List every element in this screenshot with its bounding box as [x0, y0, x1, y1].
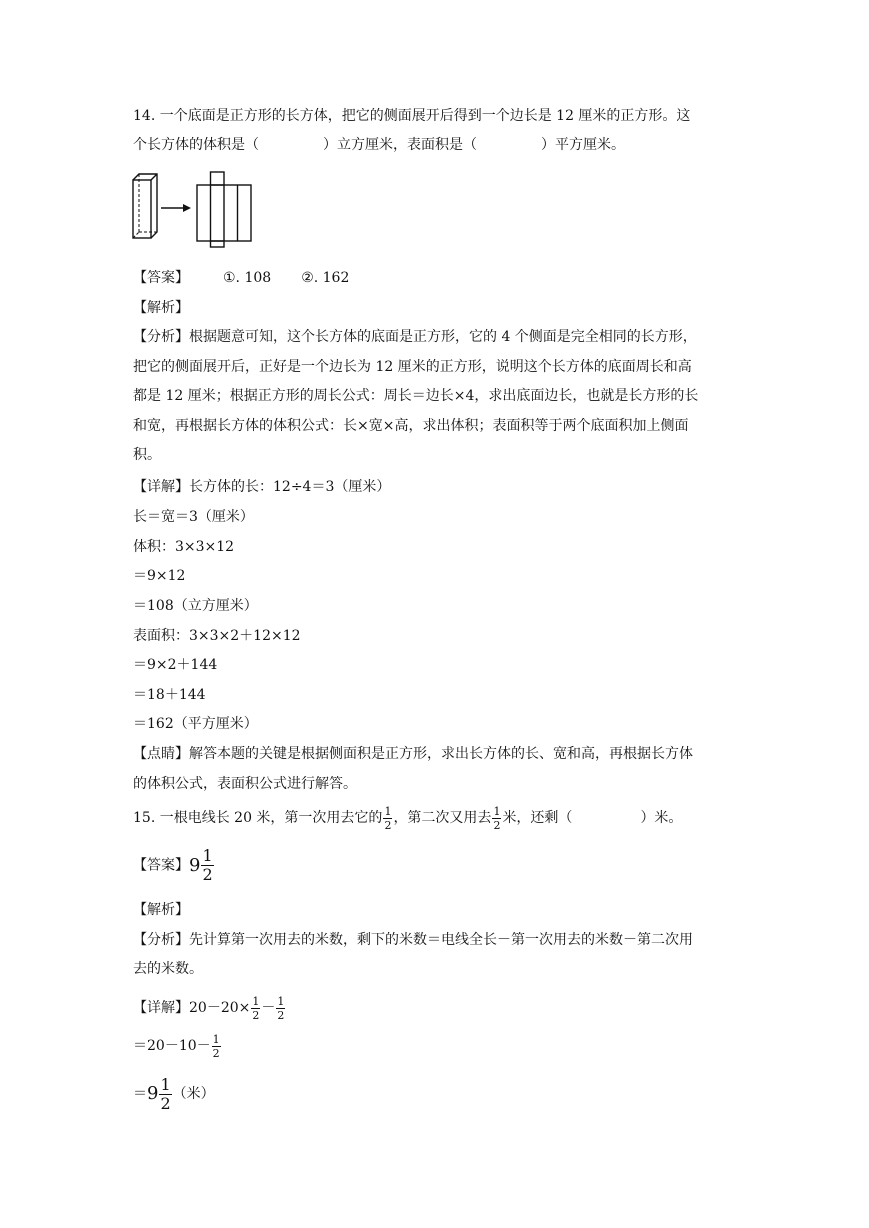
q14-answer-2: ②. 162 — [301, 270, 350, 286]
cuboid-net-figure — [131, 170, 255, 248]
q15-analysis-line: 【分析】先计算第一次用去的米数，剩下的米数＝电线全长－第一次用去的米数－第二次用 — [133, 932, 693, 948]
fraction-numerator: 1 — [277, 994, 285, 1008]
fraction-numerator: 1 — [202, 846, 213, 865]
q14-stem-part-a: 个长方体的体积是（ — [133, 137, 259, 153]
fraction-numerator: 1 — [252, 994, 260, 1008]
q14-stem-line1: 14. 一个底面是正方形的长方体，把它的侧面展开后得到一个边长是 12 厘米的正方形。这 — [133, 108, 691, 124]
q14-analysis-label: 【解析】 — [133, 300, 189, 316]
q15-analysis-line: 去的米数。 — [133, 961, 203, 977]
q14-stem-part-c: ）平方厘米。 — [541, 137, 625, 153]
fraction-denominator: 2 — [160, 1093, 171, 1113]
fraction-numerator: 1 — [160, 1074, 171, 1094]
q15-stem-part-b: ，第二次又用去 — [393, 810, 492, 826]
q15-analysis-label: 【解析】 — [133, 902, 189, 918]
q15-answer-mixed-number — [189, 848, 215, 883]
q14-detail-line: ＝9×12 — [133, 568, 186, 584]
q15-detail-expr-a: 20－20× — [189, 1000, 251, 1016]
q14-analysis-line: 和宽，再根据长方体的体积公式：长×宽×高，求出体积；表面积等于两个底面积加上侧面 — [133, 418, 689, 434]
fraction-denominator: 2 — [202, 865, 213, 884]
q15-detail-line-3 — [133, 1074, 215, 1114]
q15-answer-label: 【答案】 — [133, 857, 189, 874]
q14-comment-line: 【点睛】解答本题的关键是根据侧面积是正方形，求出长方体的长、宽和高，再根据长方体 — [133, 746, 693, 762]
q14-stem-part-b: ）立方厘米，表面积是（ — [323, 137, 477, 153]
q14-detail-line: 【详解】长方体的长：12÷4＝3（厘米） — [133, 479, 391, 495]
q15-detail-expr-c: ＝20－10－ — [133, 1038, 211, 1054]
fraction-denominator: 2 — [493, 818, 501, 832]
q14-detail-line: ＝108（立方厘米） — [133, 598, 258, 614]
q14-analysis-line: 都是 12 厘米；根据正方形的周长公式：周长＝边长×4，求出底面边长，也就是长方形的长 — [133, 388, 699, 404]
q14-detail-line: ＝18＋144 — [133, 687, 206, 703]
q14-stem-line2 — [133, 135, 625, 155]
q14-detail-line: 体积：3×3×12 — [133, 539, 235, 555]
q15-answer — [133, 848, 215, 883]
q15-stem-part-a: 15. 一根电线长 20 米，第一次用去它的 — [133, 810, 383, 826]
q14-detail-line: ＝162（平方厘米） — [133, 716, 258, 732]
fraction-denominator: 2 — [384, 818, 392, 832]
q15-detail-unit: （米） — [172, 1086, 215, 1102]
q14-detail-line: 表面积：3×3×2＋12×12 — [133, 628, 301, 644]
fraction-numerator: 1 — [212, 1032, 220, 1046]
q15-detail-line-2 — [133, 1031, 222, 1061]
fraction-numerator: 1 — [384, 804, 392, 818]
mixed-whole: 9 — [189, 854, 201, 876]
q14-analysis-line: 【分析】根据题意可知，这个长方体的底面是正方形，它的 4 个侧面是完全相同的长方形， — [133, 329, 697, 345]
q14-answer-1: ①. 108 — [223, 270, 272, 286]
q15-stem-part-d: ）米。 — [640, 810, 683, 826]
fraction-numerator: 1 — [493, 804, 501, 818]
q14-analysis-line: 积。 — [133, 447, 161, 463]
q15-stem-part-c: 米，还剩（ — [502, 810, 573, 826]
q14-answer — [133, 268, 349, 288]
q14-answer-label: 【答案】 — [133, 270, 189, 286]
q14-detail-line: 长＝宽＝3（厘米） — [133, 509, 254, 525]
q15-detail-line-1 — [133, 993, 286, 1023]
q15-detail-label: 【详解】 — [133, 1000, 189, 1016]
fraction-denominator: 2 — [212, 1046, 220, 1060]
q14-analysis-line: 把它的侧面展开后，正好是一个边长为 12 厘米的正方形，说明这个长方体的底面周长和高 — [133, 359, 692, 375]
q14-comment-line: 的体积公式，表面积公式进行解答。 — [133, 776, 357, 792]
fraction-denominator: 2 — [252, 1008, 260, 1022]
q15-detail-expr-d: ＝ — [133, 1086, 147, 1102]
q15-stem — [133, 803, 682, 833]
q14-detail-line: ＝9×2＋144 — [133, 657, 218, 673]
q15-fraction-one-half — [383, 806, 392, 831]
fraction-denominator: 2 — [277, 1008, 285, 1022]
q15-detail-mixed-number — [147, 1074, 173, 1113]
mixed-whole: 9 — [147, 1083, 159, 1104]
q15-fraction-one-half — [492, 806, 501, 831]
q15-detail-expr-b: － — [261, 1000, 276, 1016]
